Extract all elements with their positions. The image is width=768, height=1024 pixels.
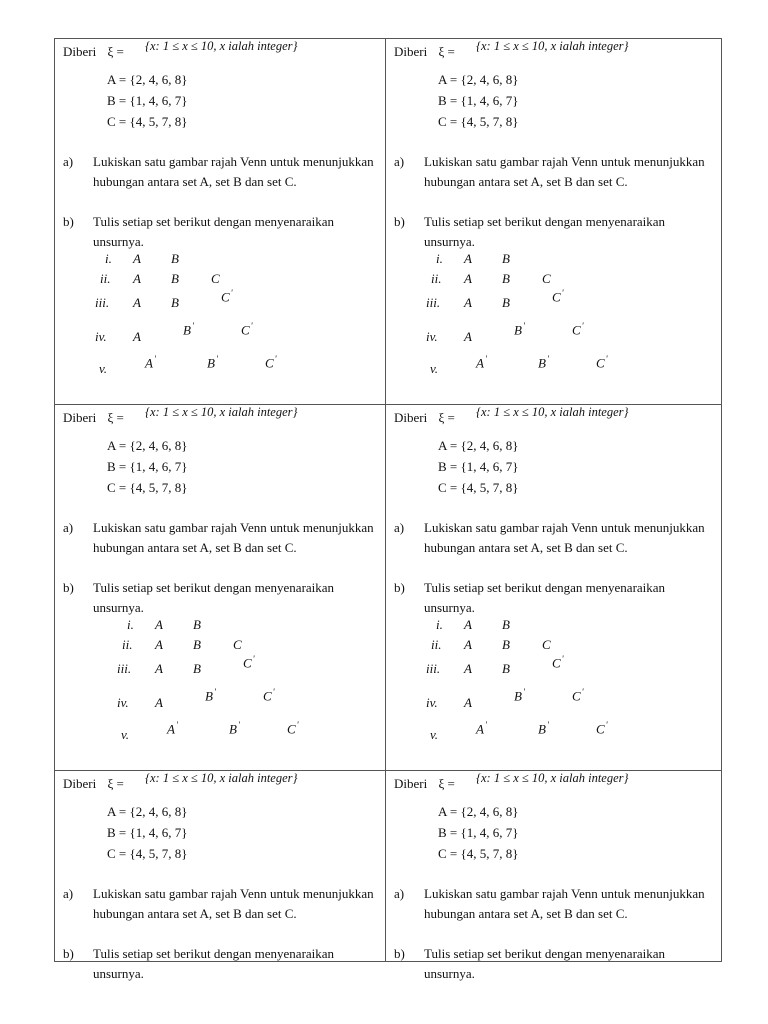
part-label: v.	[121, 727, 130, 742]
set-complement-symbol: C'	[596, 354, 608, 371]
question-a-marker: a)	[394, 520, 405, 535]
part-label: ii.	[431, 271, 442, 286]
question-b-marker: b)	[63, 946, 74, 961]
xi-symbol: ξ =	[438, 776, 455, 791]
question-b-text: Tulis setiap set berikut dengan menyenaraikan unsurnya.	[424, 580, 666, 615]
set-complement-symbol: A'	[167, 720, 178, 737]
set-a-definition: A = {2, 4, 6, 8}	[438, 438, 519, 453]
set-symbol: A	[133, 295, 141, 310]
part-label: iv.	[117, 695, 129, 710]
set-symbol: A	[133, 271, 141, 286]
part-label: iv.	[426, 329, 438, 344]
set-complement-symbol: C'	[221, 288, 233, 305]
set-complement-symbol: B'	[207, 354, 218, 371]
question-a-text: Lukiskan satu gambar rajah Venn untuk menunjukkan hubungan antara set A, set B dan set C.	[424, 520, 705, 555]
set-symbol: C	[211, 271, 220, 286]
worksheet-sheet	[54, 38, 722, 981]
set-symbol: A	[464, 617, 472, 632]
set-a-definition: A = {2, 4, 6, 8}	[438, 804, 519, 819]
set-symbol: B	[171, 251, 179, 266]
part-label: ii.	[100, 271, 111, 286]
part-label: iii.	[426, 661, 441, 676]
part-label: v.	[430, 361, 439, 376]
universal-set-definition: {x: 1 ≤ x ≤ 10, x ialah integer}	[476, 771, 629, 785]
set-b-definition: B = {1, 4, 6, 7}	[107, 825, 188, 840]
set-complement-symbol: C'	[572, 321, 584, 338]
set-symbol: B	[502, 617, 510, 632]
set-complement-symbol: A'	[476, 720, 487, 737]
set-symbol: A	[464, 661, 472, 676]
question-a-text: Lukiskan satu gambar rajah Venn untuk menunjukkan hubungan antara set A, set B dan set C.	[424, 886, 705, 921]
set-c-definition: C = {4, 5, 7, 8}	[438, 846, 519, 861]
set-symbol: B	[193, 637, 201, 652]
set-symbol: B	[193, 617, 201, 632]
set-complement-symbol: B'	[514, 321, 525, 338]
set-a-definition: A = {2, 4, 6, 8}	[107, 804, 188, 819]
worksheet-card-3	[55, 405, 385, 770]
question-a-marker: a)	[394, 154, 405, 169]
xi-symbol: ξ =	[107, 410, 124, 425]
set-b-definition: B = {1, 4, 6, 7}	[438, 93, 519, 108]
part-label: iii.	[117, 661, 132, 676]
question-a-marker: a)	[63, 520, 74, 535]
universal-set-definition: {x: 1 ≤ x ≤ 10, x ialah integer}	[476, 39, 629, 53]
given-label: Diberi	[63, 776, 97, 791]
set-complement-symbol: B'	[538, 354, 549, 371]
set-a-definition: A = {2, 4, 6, 8}	[107, 72, 188, 87]
set-complement-symbol: A'	[476, 354, 487, 371]
set-symbol: B	[502, 661, 510, 676]
given-label: Diberi	[394, 776, 428, 791]
question-b-marker: b)	[63, 580, 74, 595]
xi-symbol: ξ =	[107, 776, 124, 791]
question-b-marker: b)	[394, 580, 405, 595]
set-complement-symbol: C'	[243, 654, 255, 671]
set-complement-symbol: C'	[552, 654, 564, 671]
xi-symbol: ξ =	[438, 410, 455, 425]
part-label: v.	[99, 361, 108, 376]
part-label: ii.	[122, 637, 133, 652]
set-symbol: A	[133, 329, 141, 344]
set-symbol: C	[542, 271, 551, 286]
set-symbol: A	[155, 661, 163, 676]
question-a-text: Lukiskan satu gambar rajah Venn untuk menunjukkan hubungan antara set A, set B dan set C.	[424, 154, 705, 189]
set-symbol: B	[502, 271, 510, 286]
set-b-definition: B = {1, 4, 6, 7}	[438, 459, 519, 474]
set-symbol: C	[233, 637, 242, 652]
set-complement-symbol: A'	[145, 354, 156, 371]
question-a-marker: a)	[63, 886, 74, 901]
question-a-text: Lukiskan satu gambar rajah Venn untuk menunjukkan hubungan antara set A, set B dan set C.	[93, 520, 374, 555]
part-label: i.	[436, 251, 443, 266]
worksheet-card-4	[386, 405, 716, 770]
set-complement-symbol: C'	[287, 720, 299, 737]
part-label: i.	[436, 617, 443, 632]
part-label: iv.	[95, 329, 107, 344]
set-symbol: A	[155, 617, 163, 632]
given-label: Diberi	[63, 44, 97, 59]
given-label: Diberi	[63, 410, 97, 425]
worksheet-card-6	[386, 771, 716, 981]
set-symbol: A	[464, 695, 472, 710]
question-b-text: Tulis setiap set berikut dengan menyenaraikan unsurnya.	[93, 214, 335, 249]
set-c-definition: C = {4, 5, 7, 8}	[438, 114, 519, 129]
universal-set-definition: {x: 1 ≤ x ≤ 10, x ialah integer}	[476, 405, 629, 419]
set-c-definition: C = {4, 5, 7, 8}	[438, 480, 519, 495]
set-complement-symbol: C'	[552, 288, 564, 305]
set-symbol: A	[464, 295, 472, 310]
universal-set-definition: {x: 1 ≤ x ≤ 10, x ialah integer}	[145, 39, 298, 53]
part-label: ii.	[431, 637, 442, 652]
set-symbol: A	[464, 251, 472, 266]
set-c-definition: C = {4, 5, 7, 8}	[107, 846, 188, 861]
set-symbol: A	[155, 695, 163, 710]
part-label: i.	[105, 251, 112, 266]
set-b-definition: B = {1, 4, 6, 7}	[438, 825, 519, 840]
worksheet-card-2	[386, 39, 716, 404]
question-a-marker: a)	[63, 154, 74, 169]
set-symbol: A	[464, 271, 472, 286]
set-complement-symbol: C'	[265, 354, 277, 371]
set-complement-symbol: B'	[229, 720, 240, 737]
xi-symbol: ξ =	[107, 44, 124, 59]
question-a-marker: a)	[394, 886, 405, 901]
set-a-definition: A = {2, 4, 6, 8}	[107, 438, 188, 453]
set-complement-symbol: B'	[538, 720, 549, 737]
set-symbol: B	[502, 295, 510, 310]
set-symbol: A	[155, 637, 163, 652]
universal-set-definition: {x: 1 ≤ x ≤ 10, x ialah integer}	[145, 405, 298, 419]
part-label: v.	[430, 727, 439, 742]
set-symbol: A	[464, 637, 472, 652]
set-c-definition: C = {4, 5, 7, 8}	[107, 480, 188, 495]
part-label: i.	[127, 617, 134, 632]
question-b-text: Tulis setiap set berikut dengan menyenaraikan unsurnya.	[424, 946, 666, 981]
part-label: iv.	[426, 695, 438, 710]
set-complement-symbol: C'	[241, 321, 253, 338]
question-a-text: Lukiskan satu gambar rajah Venn untuk menunjukkan hubungan antara set A, set B dan set C.	[93, 154, 374, 189]
question-b-text: Tulis setiap set berikut dengan menyenaraikan unsurnya.	[424, 214, 666, 249]
question-b-text: Tulis setiap set berikut dengan menyenaraikan unsurnya.	[93, 580, 335, 615]
set-symbol: B	[171, 295, 179, 310]
xi-symbol: ξ =	[438, 44, 455, 59]
question-b-marker: b)	[394, 946, 405, 961]
set-complement-symbol: B'	[183, 321, 194, 338]
set-complement-symbol: C'	[263, 687, 275, 704]
question-b-marker: b)	[63, 214, 74, 229]
set-complement-symbol: C'	[596, 720, 608, 737]
set-b-definition: B = {1, 4, 6, 7}	[107, 459, 188, 474]
question-a-text: Lukiskan satu gambar rajah Venn untuk menunjukkan hubungan antara set A, set B dan set C.	[93, 886, 374, 921]
set-symbol: A	[464, 329, 472, 344]
set-a-definition: A = {2, 4, 6, 8}	[438, 72, 519, 87]
set-symbol: B	[193, 661, 201, 676]
set-c-definition: C = {4, 5, 7, 8}	[107, 114, 188, 129]
given-label: Diberi	[394, 44, 428, 59]
set-symbol: B	[502, 251, 510, 266]
part-label: iii.	[95, 295, 110, 310]
set-b-definition: B = {1, 4, 6, 7}	[107, 93, 188, 108]
part-label: iii.	[426, 295, 441, 310]
question-b-marker: b)	[394, 214, 405, 229]
worksheet-card-5	[55, 771, 385, 981]
given-label: Diberi	[394, 410, 428, 425]
question-b-text: Tulis setiap set berikut dengan menyenaraikan unsurnya.	[93, 946, 335, 981]
set-complement-symbol: B'	[514, 687, 525, 704]
set-symbol: C	[542, 637, 551, 652]
set-symbol: B	[502, 637, 510, 652]
worksheet-card-1	[55, 39, 385, 404]
set-complement-symbol: B'	[205, 687, 216, 704]
universal-set-definition: {x: 1 ≤ x ≤ 10, x ialah integer}	[145, 771, 298, 785]
set-symbol: B	[171, 271, 179, 286]
set-complement-symbol: C'	[572, 687, 584, 704]
set-symbol: A	[133, 251, 141, 266]
